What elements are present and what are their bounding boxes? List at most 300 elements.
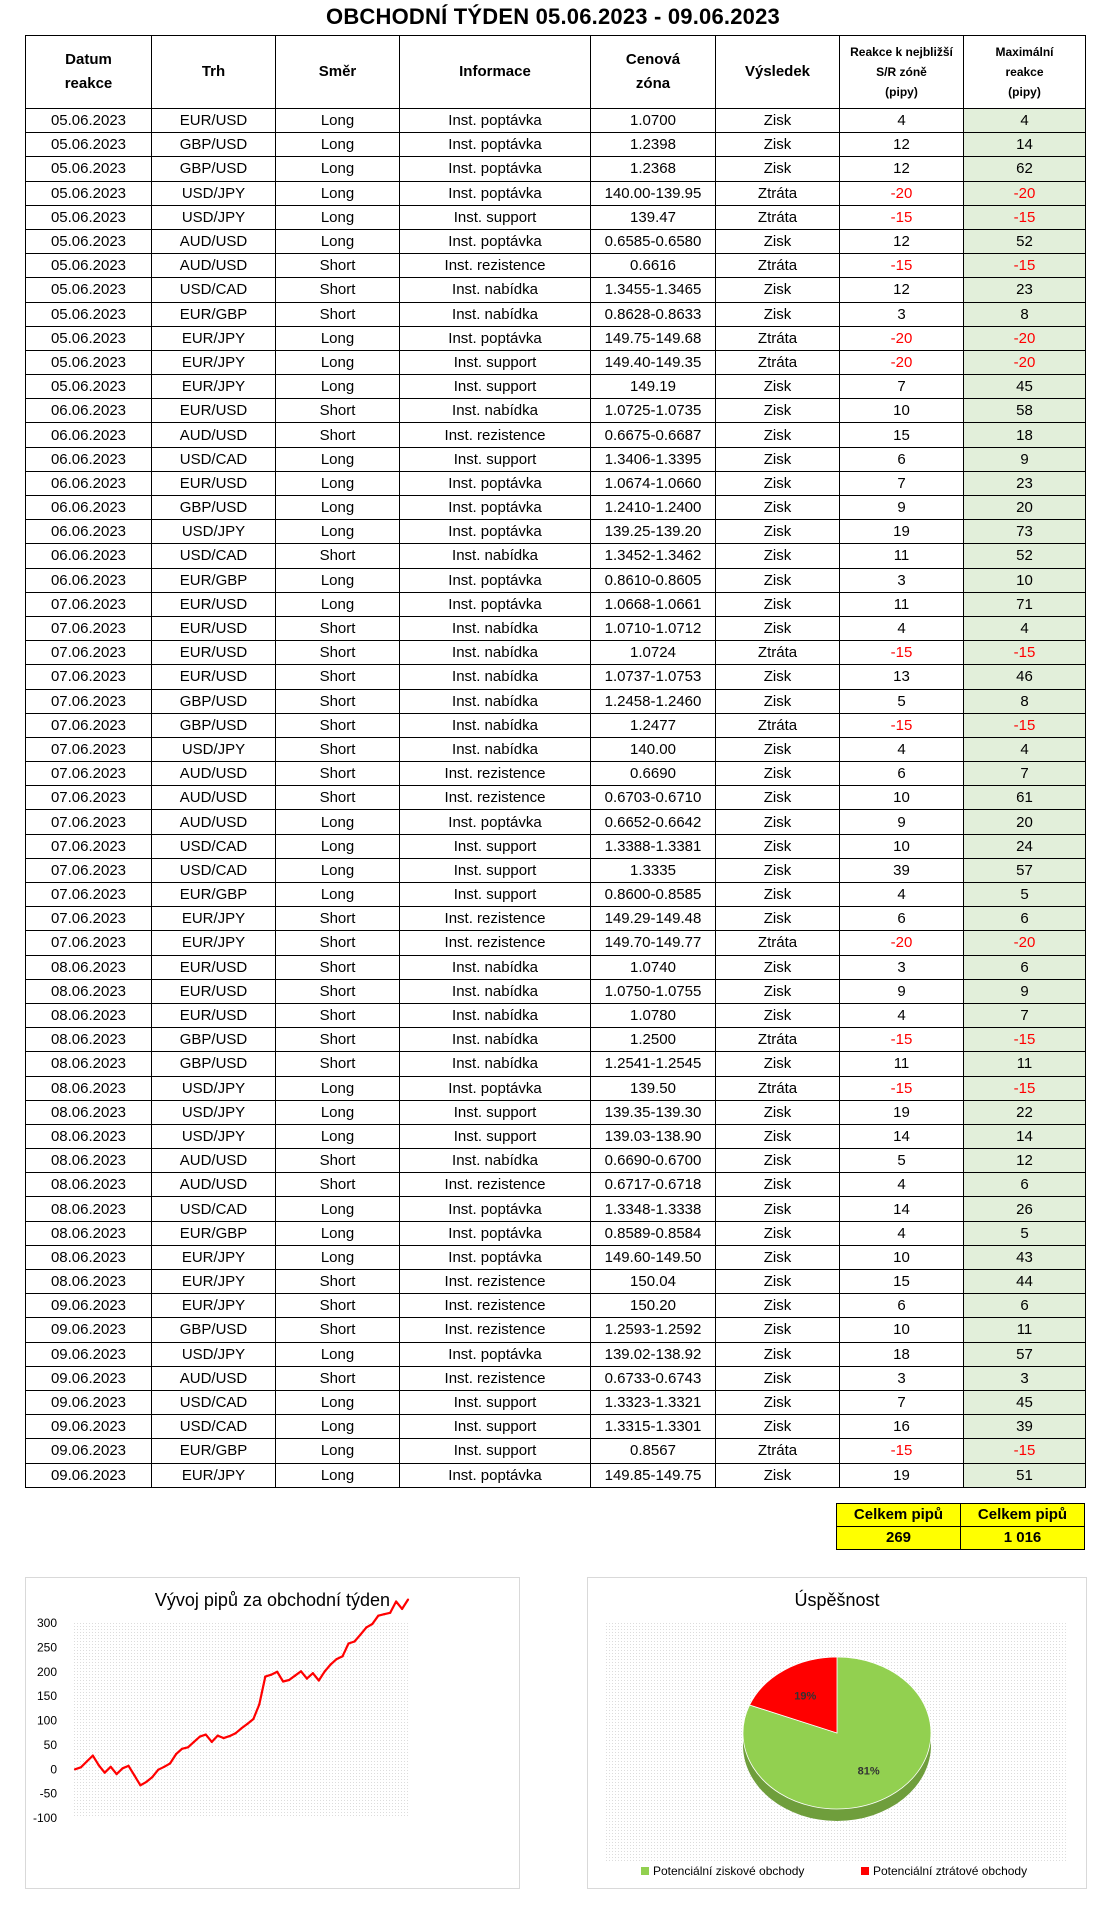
table-row xyxy=(26,109,1086,133)
line-chart-svg xyxy=(26,1578,519,1888)
cell-reaction: 9 xyxy=(840,810,964,834)
cell-max-reaction: 22 xyxy=(964,1100,1086,1124)
cell-max-reaction: 62 xyxy=(964,157,1086,181)
cell-price-zone: 1.3323-1.3321 xyxy=(591,1390,716,1414)
cell-max-reaction: 8 xyxy=(964,302,1086,326)
data-point xyxy=(151,1776,153,1778)
cell-result: Zisk xyxy=(716,1463,840,1487)
data-point xyxy=(229,1735,231,1737)
cell-price-zone: 0.6675-0.6687 xyxy=(591,423,716,447)
data-point xyxy=(353,1640,355,1642)
cell-date: 08.06.2023 xyxy=(26,1173,152,1197)
cell-market: EUR/GBP xyxy=(152,302,276,326)
cell-price-zone: 139.50 xyxy=(591,1076,716,1100)
cell-direction: Short xyxy=(276,399,400,423)
header-market: Trh xyxy=(152,36,276,109)
y-tick-label: 50 xyxy=(43,1737,57,1752)
cell-result: Zisk xyxy=(716,568,840,592)
cell-reaction: 12 xyxy=(840,278,964,302)
table-row xyxy=(26,157,1086,181)
cell-market: EUR/JPY xyxy=(152,1294,276,1318)
cell-market: USD/JPY xyxy=(152,737,276,761)
table-row xyxy=(26,133,1086,157)
cell-date: 05.06.2023 xyxy=(26,229,152,253)
table-row xyxy=(26,1028,1086,1052)
cell-direction: Long xyxy=(276,1245,400,1269)
cell-result: Zisk xyxy=(716,786,840,810)
cell-market: USD/CAD xyxy=(152,858,276,882)
cell-price-zone: 1.3315-1.3301 xyxy=(591,1415,716,1439)
cell-info: Inst. nabídka xyxy=(400,689,591,713)
cell-info: Inst. rezistence xyxy=(400,423,591,447)
cell-direction: Short xyxy=(276,423,400,447)
cell-date: 08.06.2023 xyxy=(26,1052,152,1076)
cell-info: Inst. support xyxy=(400,883,591,907)
table-row xyxy=(26,883,1086,907)
cell-max-reaction: 5 xyxy=(964,1221,1086,1245)
table-row xyxy=(26,1415,1086,1439)
data-point xyxy=(187,1746,189,1748)
cell-max-reaction: 44 xyxy=(964,1270,1086,1294)
cell-date: 09.06.2023 xyxy=(26,1463,152,1487)
cell-date: 07.06.2023 xyxy=(26,737,152,761)
cell-price-zone: 149.75-149.68 xyxy=(591,326,716,350)
data-point xyxy=(252,1718,254,1720)
cell-price-zone: 149.29-149.48 xyxy=(591,907,716,931)
table-row xyxy=(26,350,1086,374)
cell-market: AUD/USD xyxy=(152,423,276,447)
cell-price-zone: 1.2398 xyxy=(591,133,716,157)
cell-date: 09.06.2023 xyxy=(26,1390,152,1414)
table-row xyxy=(26,737,1086,761)
cell-market: USD/CAD xyxy=(152,1415,276,1439)
cell-info: Inst. poptávka xyxy=(400,157,591,181)
table-row xyxy=(26,955,1086,979)
cell-direction: Short xyxy=(276,1318,400,1342)
cell-market: EUR/GBP xyxy=(152,1439,276,1463)
cell-direction: Long xyxy=(276,496,400,520)
cell-result: Zisk xyxy=(716,907,840,931)
cell-direction: Long xyxy=(276,375,400,399)
cell-max-reaction: 52 xyxy=(964,229,1086,253)
cell-result: Ztráta xyxy=(716,254,840,278)
data-point xyxy=(246,1723,248,1725)
cell-price-zone: 1.3335 xyxy=(591,858,716,882)
cell-max-reaction: 12 xyxy=(964,1149,1086,1173)
table-row xyxy=(26,1366,1086,1390)
cell-price-zone: 1.0724 xyxy=(591,641,716,665)
table-row xyxy=(26,520,1086,544)
cell-direction: Short xyxy=(276,1294,400,1318)
cell-market: EUR/JPY xyxy=(152,1270,276,1294)
data-point xyxy=(139,1784,141,1786)
table-row xyxy=(26,471,1086,495)
cell-reaction: 10 xyxy=(840,399,964,423)
cell-date: 07.06.2023 xyxy=(26,810,152,834)
cell-max-reaction: 7 xyxy=(964,1003,1086,1027)
data-point xyxy=(133,1775,135,1777)
cell-market: GBP/USD xyxy=(152,157,276,181)
cell-info: Inst. rezistence xyxy=(400,1366,591,1390)
cell-info: Inst. poptávka xyxy=(400,1076,591,1100)
table-row xyxy=(26,496,1086,520)
cell-date: 06.06.2023 xyxy=(26,496,152,520)
cell-info: Inst. poptávka xyxy=(400,1197,591,1221)
cell-max-reaction: 20 xyxy=(964,810,1086,834)
cell-result: Zisk xyxy=(716,471,840,495)
cell-price-zone: 1.3452-1.3462 xyxy=(591,544,716,568)
data-point xyxy=(365,1626,367,1628)
table-row xyxy=(26,907,1086,931)
cell-direction: Short xyxy=(276,1003,400,1027)
cell-market: AUD/USD xyxy=(152,1173,276,1197)
cell-result: Zisk xyxy=(716,1318,840,1342)
cell-result: Zisk xyxy=(716,229,840,253)
cell-reaction: 7 xyxy=(840,471,964,495)
cell-reaction: 10 xyxy=(840,1245,964,1269)
cell-info: Inst. poptávka xyxy=(400,181,591,205)
data-point xyxy=(217,1735,219,1737)
cell-reaction: 4 xyxy=(840,616,964,640)
cell-market: AUD/USD xyxy=(152,1366,276,1390)
cell-date: 08.06.2023 xyxy=(26,1149,152,1173)
cell-price-zone: 150.04 xyxy=(591,1270,716,1294)
cell-date: 08.06.2023 xyxy=(26,1003,152,1027)
cell-reaction: 39 xyxy=(840,858,964,882)
cell-info: Inst. nabídka xyxy=(400,737,591,761)
cell-direction: Long xyxy=(276,810,400,834)
cell-direction: Short xyxy=(276,1028,400,1052)
legend-label: Potenciální ziskové obchody xyxy=(653,1864,805,1878)
cell-max-reaction: 6 xyxy=(964,955,1086,979)
cell-direction: Long xyxy=(276,1124,400,1148)
cell-info: Inst. poptávka xyxy=(400,568,591,592)
cell-market: AUD/USD xyxy=(152,762,276,786)
data-point xyxy=(306,1678,308,1680)
cell-date: 05.06.2023 xyxy=(26,326,152,350)
cell-reaction: 14 xyxy=(840,1197,964,1221)
trades-table xyxy=(25,35,1086,1488)
cell-date: 09.06.2023 xyxy=(26,1342,152,1366)
table-row xyxy=(26,641,1086,665)
cell-max-reaction: -15 xyxy=(964,254,1086,278)
cell-price-zone: 0.8589-0.8584 xyxy=(591,1221,716,1245)
cell-price-zone: 1.2458-1.2460 xyxy=(591,689,716,713)
cell-price-zone: 1.0737-1.0753 xyxy=(591,665,716,689)
cell-direction: Long xyxy=(276,157,400,181)
cell-info: Inst. nabídka xyxy=(400,979,591,1003)
cell-max-reaction: 58 xyxy=(964,399,1086,423)
cell-reaction: -15 xyxy=(840,254,964,278)
cell-max-reaction: -15 xyxy=(964,641,1086,665)
cell-reaction: 7 xyxy=(840,1390,964,1414)
cell-result: Zisk xyxy=(716,423,840,447)
data-point xyxy=(127,1765,129,1767)
cell-max-reaction: -20 xyxy=(964,350,1086,374)
cell-max-reaction: 45 xyxy=(964,375,1086,399)
cell-direction: Short xyxy=(276,1270,400,1294)
cell-date: 07.06.2023 xyxy=(26,592,152,616)
cell-date: 07.06.2023 xyxy=(26,834,152,858)
cell-direction: Short xyxy=(276,931,400,955)
cell-max-reaction: 6 xyxy=(964,1173,1086,1197)
cell-result: Zisk xyxy=(716,1270,840,1294)
cell-price-zone: 1.0740 xyxy=(591,955,716,979)
cell-direction: Long xyxy=(276,1439,400,1463)
cell-max-reaction: 9 xyxy=(964,447,1086,471)
table-row xyxy=(26,592,1086,616)
cell-market: EUR/USD xyxy=(152,616,276,640)
cell-market: EUR/GBP xyxy=(152,883,276,907)
cell-direction: Long xyxy=(276,471,400,495)
cell-market: EUR/JPY xyxy=(152,375,276,399)
data-point xyxy=(199,1736,201,1738)
cell-direction: Short xyxy=(276,1366,400,1390)
cell-info: Inst. support xyxy=(400,350,591,374)
cell-market: GBP/USD xyxy=(152,1318,276,1342)
legend-swatch xyxy=(861,1867,869,1875)
cell-max-reaction: 5 xyxy=(964,883,1086,907)
cell-price-zone: 140.00-139.95 xyxy=(591,181,716,205)
cell-info: Inst. support xyxy=(400,858,591,882)
data-point xyxy=(181,1748,183,1750)
cell-reaction: 15 xyxy=(840,1270,964,1294)
cell-reaction: 11 xyxy=(840,544,964,568)
cell-date: 05.06.2023 xyxy=(26,278,152,302)
cell-direction: Long xyxy=(276,568,400,592)
data-point xyxy=(223,1737,225,1739)
cell-direction: Long xyxy=(276,1390,400,1414)
cell-result: Zisk xyxy=(716,544,840,568)
cell-date: 06.06.2023 xyxy=(26,447,152,471)
cell-price-zone: 1.3455-1.3465 xyxy=(591,278,716,302)
cell-reaction: -15 xyxy=(840,1439,964,1463)
cell-reaction: 5 xyxy=(840,689,964,713)
cell-info: Inst. rezistence xyxy=(400,786,591,810)
cell-max-reaction: 18 xyxy=(964,423,1086,447)
y-tick-label: 100 xyxy=(36,1713,57,1728)
cell-max-reaction: 8 xyxy=(964,689,1086,713)
cell-market: EUR/USD xyxy=(152,109,276,133)
cell-info: Inst. support xyxy=(400,205,591,229)
cell-max-reaction: 6 xyxy=(964,1294,1086,1318)
table-row xyxy=(26,1294,1086,1318)
data-point xyxy=(211,1741,213,1743)
cell-direction: Long xyxy=(276,1076,400,1100)
cell-reaction: 10 xyxy=(840,1318,964,1342)
cell-reaction: -15 xyxy=(840,1028,964,1052)
cell-info: Inst. nabídka xyxy=(400,302,591,326)
cell-reaction: 10 xyxy=(840,786,964,810)
data-point xyxy=(347,1642,349,1644)
cell-direction: Long xyxy=(276,1100,400,1124)
cell-direction: Short xyxy=(276,544,400,568)
cell-reaction: 3 xyxy=(840,1366,964,1390)
table-row xyxy=(26,858,1086,882)
cell-info: Inst. support xyxy=(400,834,591,858)
cell-reaction: -15 xyxy=(840,205,964,229)
cell-reaction: 4 xyxy=(840,883,964,907)
data-point xyxy=(330,1663,332,1665)
cell-market: USD/JPY xyxy=(152,1124,276,1148)
cell-max-reaction: -20 xyxy=(964,181,1086,205)
cell-direction: Short xyxy=(276,689,400,713)
cell-market: USD/CAD xyxy=(152,834,276,858)
cell-price-zone: 1.0750-1.0755 xyxy=(591,979,716,1003)
cell-info: Inst. poptávka xyxy=(400,326,591,350)
table-row xyxy=(26,1439,1086,1463)
cell-result: Zisk xyxy=(716,1221,840,1245)
cell-result: Zisk xyxy=(716,592,840,616)
cell-market: USD/CAD xyxy=(152,1390,276,1414)
cell-result: Zisk xyxy=(716,1173,840,1197)
cell-price-zone: 1.3406-1.3395 xyxy=(591,447,716,471)
cell-info: Inst. rezistence xyxy=(400,907,591,931)
cell-market: USD/CAD xyxy=(152,544,276,568)
cell-date: 09.06.2023 xyxy=(26,1439,152,1463)
cell-market: EUR/GBP xyxy=(152,1221,276,1245)
cell-info: Inst. nabídka xyxy=(400,641,591,665)
y-tick-label: -50 xyxy=(39,1786,57,1801)
pie-chart-svg xyxy=(588,1578,1086,1888)
y-tick-label: 0 xyxy=(50,1762,57,1777)
cell-price-zone: 0.8628-0.8633 xyxy=(591,302,716,326)
data-point xyxy=(407,1599,409,1601)
cell-result: Zisk xyxy=(716,399,840,423)
data-point xyxy=(359,1634,361,1636)
cell-reaction: 12 xyxy=(840,157,964,181)
cell-direction: Long xyxy=(276,883,400,907)
cell-direction: Long xyxy=(276,133,400,157)
cell-result: Ztráta xyxy=(716,1076,840,1100)
cell-reaction: 9 xyxy=(840,979,964,1003)
total-max-value: 1 016 xyxy=(961,1527,1085,1550)
cell-info: Inst. support xyxy=(400,1124,591,1148)
cell-reaction: -15 xyxy=(840,641,964,665)
data-point xyxy=(258,1703,260,1705)
pie-slice-label: 19% xyxy=(794,1690,817,1703)
cell-market: EUR/USD xyxy=(152,641,276,665)
cell-date: 08.06.2023 xyxy=(26,955,152,979)
cell-info: Inst. support xyxy=(400,1439,591,1463)
total-reaction-value: 269 xyxy=(837,1527,961,1550)
cell-max-reaction: 4 xyxy=(964,737,1086,761)
cell-reaction: 11 xyxy=(840,592,964,616)
cell-direction: Short xyxy=(276,1173,400,1197)
cell-market: EUR/USD xyxy=(152,471,276,495)
cell-result: Zisk xyxy=(716,1052,840,1076)
cell-date: 07.06.2023 xyxy=(26,931,152,955)
cell-direction: Long xyxy=(276,326,400,350)
cell-result: Zisk xyxy=(716,762,840,786)
cell-market: EUR/USD xyxy=(152,1003,276,1027)
cell-price-zone: 140.00 xyxy=(591,737,716,761)
cell-result: Zisk xyxy=(716,689,840,713)
cell-result: Ztráta xyxy=(716,1028,840,1052)
cell-result: Zisk xyxy=(716,834,840,858)
cell-max-reaction: -20 xyxy=(964,931,1086,955)
cell-max-reaction: 45 xyxy=(964,1390,1086,1414)
cell-reaction: 3 xyxy=(840,568,964,592)
cell-price-zone: 149.40-149.35 xyxy=(591,350,716,374)
cell-price-zone: 149.85-149.75 xyxy=(591,1463,716,1487)
cell-info: Inst. nabídka xyxy=(400,399,591,423)
data-point xyxy=(104,1772,106,1774)
cell-reaction: 12 xyxy=(840,229,964,253)
cell-info: Inst. support xyxy=(400,447,591,471)
cell-market: EUR/JPY xyxy=(152,1463,276,1487)
cell-price-zone: 1.2593-1.2592 xyxy=(591,1318,716,1342)
cell-max-reaction: 26 xyxy=(964,1197,1086,1221)
cell-max-reaction: -15 xyxy=(964,1028,1086,1052)
cell-date: 05.06.2023 xyxy=(26,375,152,399)
cell-info: Inst. poptávka xyxy=(400,133,591,157)
cell-direction: Short xyxy=(276,665,400,689)
cell-price-zone: 150.20 xyxy=(591,1294,716,1318)
cell-date: 08.06.2023 xyxy=(26,1221,152,1245)
pie-slice-label: 81% xyxy=(857,1765,880,1778)
cell-market: USD/CAD xyxy=(152,447,276,471)
cell-direction: Long xyxy=(276,858,400,882)
y-tick-label: 150 xyxy=(36,1689,57,1704)
cell-info: Inst. nabídka xyxy=(400,544,591,568)
cell-market: USD/CAD xyxy=(152,1197,276,1221)
cell-max-reaction: 14 xyxy=(964,1124,1086,1148)
cell-result: Ztráta xyxy=(716,1439,840,1463)
cell-max-reaction: 9 xyxy=(964,979,1086,1003)
cell-date: 07.06.2023 xyxy=(26,858,152,882)
cell-reaction: 13 xyxy=(840,665,964,689)
data-point xyxy=(74,1768,76,1770)
table-row xyxy=(26,1221,1086,1245)
cell-result: Zisk xyxy=(716,883,840,907)
header-price-zone: Cenová zóna xyxy=(591,36,716,109)
cell-max-reaction: -20 xyxy=(964,326,1086,350)
cell-reaction: -15 xyxy=(840,713,964,737)
cell-price-zone: 1.0668-1.0661 xyxy=(591,592,716,616)
cell-max-reaction: -15 xyxy=(964,1076,1086,1100)
cell-info: Inst. poptávka xyxy=(400,1245,591,1269)
cell-direction: Long xyxy=(276,229,400,253)
cell-reaction: 4 xyxy=(840,109,964,133)
cell-date: 07.06.2023 xyxy=(26,762,152,786)
cell-market: EUR/USD xyxy=(152,665,276,689)
cell-info: Inst. nabídka xyxy=(400,713,591,737)
cell-market: GBP/USD xyxy=(152,496,276,520)
cell-date: 07.06.2023 xyxy=(26,665,152,689)
cell-price-zone: 0.6585-0.6580 xyxy=(591,229,716,253)
cell-reaction: -20 xyxy=(840,326,964,350)
data-point xyxy=(116,1773,118,1775)
cell-market: GBP/USD xyxy=(152,1052,276,1076)
cell-max-reaction: 24 xyxy=(964,834,1086,858)
data-point xyxy=(395,1600,397,1602)
legend-label: Potenciální ztrátové obchody xyxy=(873,1864,1028,1878)
cell-market: EUR/GBP xyxy=(152,568,276,592)
cell-reaction: 4 xyxy=(840,737,964,761)
cell-max-reaction: 7 xyxy=(964,762,1086,786)
cell-price-zone: 139.35-139.30 xyxy=(591,1100,716,1124)
cell-price-zone: 0.6717-0.6718 xyxy=(591,1173,716,1197)
cell-info: Inst. poptávka xyxy=(400,1342,591,1366)
cell-date: 07.06.2023 xyxy=(26,907,152,931)
cell-info: Inst. poptávka xyxy=(400,520,591,544)
table-row xyxy=(26,375,1086,399)
data-point xyxy=(240,1727,242,1729)
cell-direction: Long xyxy=(276,1342,400,1366)
data-point xyxy=(294,1675,296,1677)
data-point xyxy=(383,1613,385,1615)
